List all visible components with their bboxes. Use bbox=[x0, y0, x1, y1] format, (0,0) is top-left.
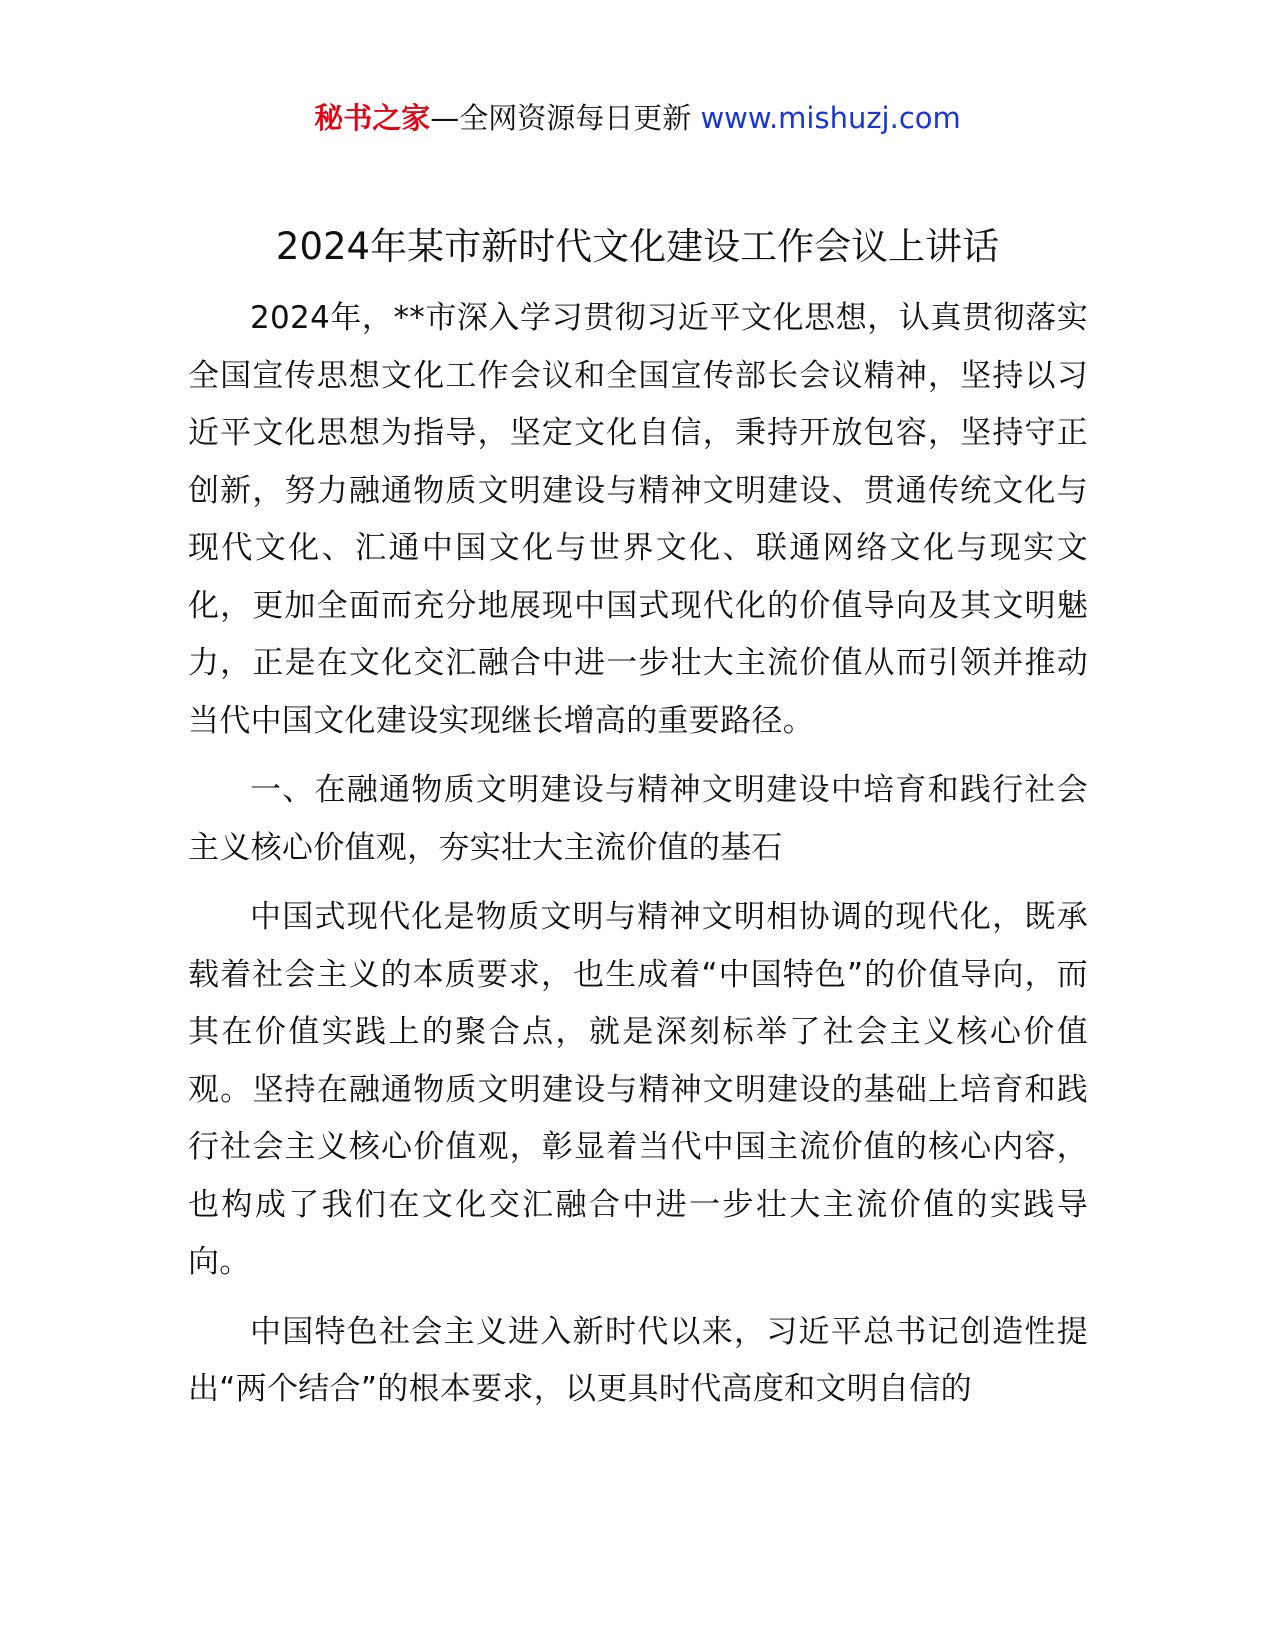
site-header-banner bbox=[0, 98, 1275, 138]
header-tagline: —全网资源每日更新 bbox=[430, 101, 692, 135]
paragraph-intro: 2024年，**市深入学习贯彻习近平文化思想，认真贯彻落实全国宣传思想文化工作会议和全国宣传部长会议精神，坚持以习近平文化思想为指导，坚定文化自信，秉持开放包容，坚持守正创新，努力融通物质文明建设与精神文明建设、贯通传统文化与现代文化、汇通中国文化与世界文化、联通网络文化与现实文化，更加全面而充分地展现中国式现代化的价值导向及其文明魅力，正是在文化交汇融合中进一步壮大主流价值从而引领并推动当代中国文化建设实现继长增高的重要路径。 bbox=[188, 300, 1088, 739]
website-url-link[interactable]: www.mishuzj.com bbox=[700, 101, 961, 135]
document-body bbox=[188, 290, 1088, 1419]
paragraph-section-1: 中国式现代化是物质文明与精神文明相协调的现代化，既承载着社会主义的本质要求，也生成着“中国特色”的价值导向，而其在价值实践上的聚合点，就是深刻标举了社会主义核心价值观。坚持在融通物质文明建设与精神文明建设的基础上培育和践行社会主义核心价值观，彰显着当代中国主流价值的核心内容，也构成了我们在文化交汇融合中进一步壮大主流价值的实践导向。 bbox=[188, 899, 1088, 1280]
section-heading-1: 一、在融通物质文明建设与精神文明建设中培育和践行社会主义核心价值观，夯实壮大主流价值的基石 bbox=[188, 772, 1088, 866]
paragraph-two-combinations: 中国特色社会主义进入新时代以来，习近平总书记创造性提出“两个结合”的根本要求，以更具时代高度和文明自信的 bbox=[188, 1313, 1088, 1407]
document-title: 2024年某市新时代文化建设工作会议上讲话 bbox=[275, 225, 1000, 268]
brand-name: 秘书之家 bbox=[314, 101, 431, 135]
